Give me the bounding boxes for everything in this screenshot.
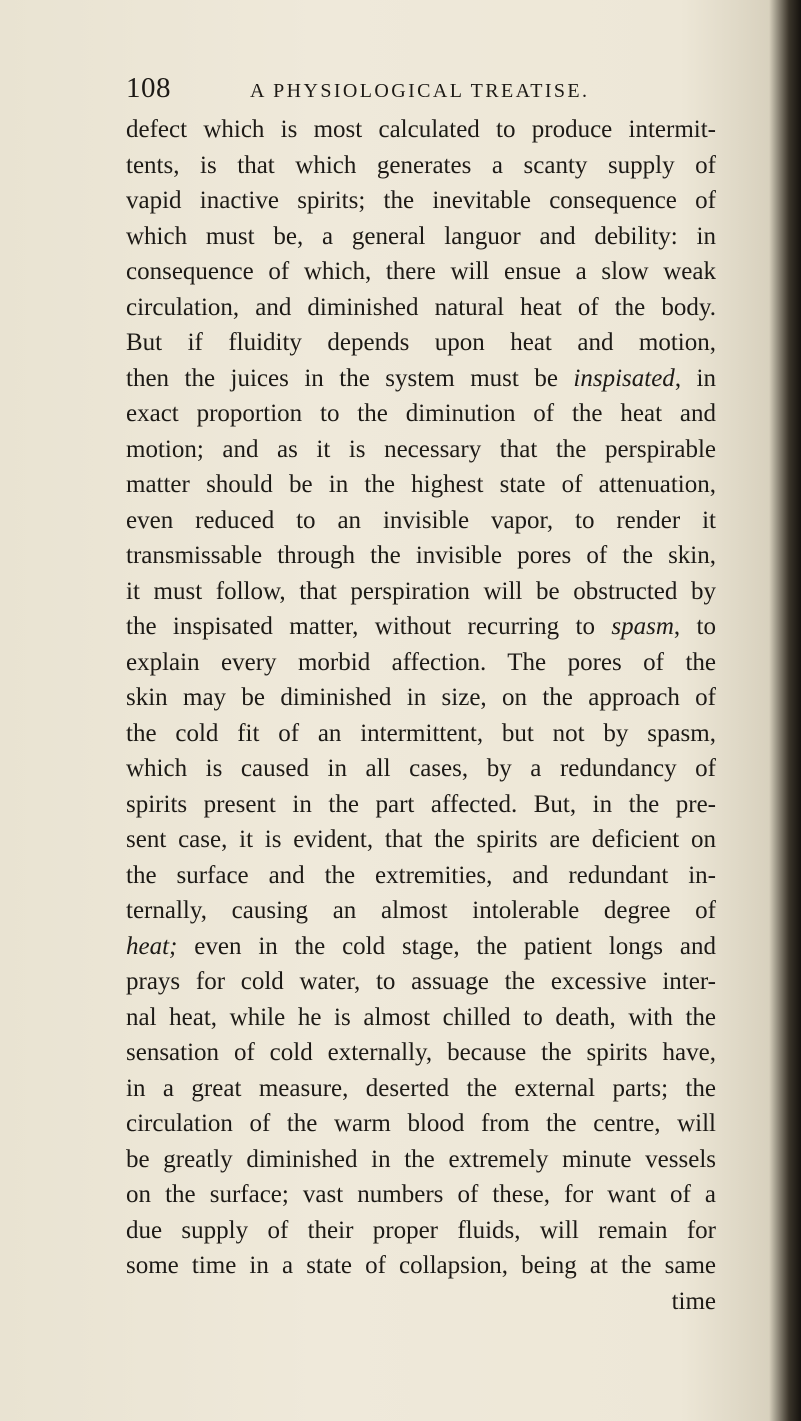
- text-line: [126, 1000, 716, 1036]
- text-line: [126, 680, 716, 716]
- text-line: [126, 964, 716, 1000]
- italic-text: spasm: [611, 613, 674, 640]
- text-segment: in a great measure, deserted the external parts; the: [126, 1074, 716, 1102]
- text-line: [126, 432, 716, 468]
- text-segment: some time in a state of collapsion, being at the same: [126, 1252, 716, 1279]
- text-segment: even in the cold stage, the patient longs and: [177, 932, 716, 960]
- text-line: [126, 503, 716, 539]
- text-segment: motion; and as it is necessary that the perspirable: [126, 435, 716, 463]
- text-line: [126, 1142, 716, 1178]
- text-segment: then the juices in the system must be: [126, 364, 574, 392]
- text-segment: , in: [674, 364, 716, 392]
- text-line: [126, 290, 716, 326]
- text-segment: spirits present in the part affected. But, in the pre-: [126, 790, 716, 818]
- text-segment: prays for cold water, to assuage the excessive inter-: [126, 968, 716, 995]
- text-segment: sensation of cold externally, because the spirits have,: [126, 1039, 716, 1066]
- text-segment: which is caused in all cases, by a redundancy of: [126, 755, 716, 782]
- text-segment: circulation of the warm blood from the centre, will: [126, 1110, 716, 1137]
- text-segment: skin may be diminished in size, on the approach of: [126, 684, 716, 711]
- text-segment: even reduced to an invisible vapor, to render it: [126, 506, 716, 534]
- text-line: [126, 1177, 716, 1213]
- text-segment: explain every morbid affection. The pores of the: [126, 648, 716, 676]
- text-segment: on the surface; vast numbers of these, for want of a: [126, 1181, 716, 1208]
- text-segment: defect which is most calculated to produce intermit-: [126, 116, 716, 143]
- text-line: [126, 1035, 716, 1071]
- text-line: [126, 751, 716, 787]
- text-line: [126, 325, 716, 361]
- text-line: [126, 787, 716, 823]
- text-segment: , to: [673, 613, 716, 640]
- text-segment: tents, is that which generates a scanty supply of: [126, 151, 716, 179]
- text-line: [126, 148, 716, 184]
- text-line: [126, 538, 716, 574]
- text-segment: vapid inactive spirits; the inevitable consequence of: [126, 187, 716, 214]
- text-segment: consequence of which, there will ensue a slow weak: [126, 258, 716, 285]
- italic-text: heat;: [126, 932, 178, 960]
- text-line: [126, 893, 716, 929]
- text-segment: transmissable through the invisible pores of the skin,: [126, 542, 716, 569]
- text-line: [126, 219, 716, 255]
- text-line: [126, 716, 716, 752]
- italic-text: inspisated: [573, 364, 675, 392]
- text-line: [126, 645, 716, 681]
- text-segment: it must follow, that perspiration will be obstructed by: [126, 577, 716, 605]
- text-segment: due supply of their proper fluids, will remain for: [126, 1216, 716, 1244]
- text-line: [126, 361, 716, 397]
- text-segment: circulation, and diminished natural heat of the body.: [126, 293, 716, 321]
- text-line: [126, 254, 716, 290]
- text-segment: But if fluidity depends upon heat and motion,: [126, 329, 716, 356]
- page-header: [126, 72, 726, 112]
- text-line: [126, 929, 716, 965]
- text-line: [126, 1284, 716, 1320]
- text-segment: time: [671, 1287, 716, 1315]
- running-title: A PHYSIOLOGICAL TREATISE.: [250, 80, 590, 102]
- text-line: [126, 1071, 716, 1107]
- text-segment: sent case, it is evident, that the spirits are deficient on: [126, 826, 716, 853]
- text-segment: the inspisated matter, without recurring to: [126, 613, 612, 640]
- text-line: [126, 112, 716, 148]
- text-line: [126, 467, 716, 503]
- text-line: [126, 396, 716, 432]
- text-segment: be greatly diminished in the extremely minute vessels: [126, 1145, 716, 1173]
- text-segment: the surface and the extremities, and redundant in-: [126, 861, 716, 889]
- text-line: [126, 858, 716, 894]
- text-line: [126, 574, 716, 610]
- text-line: [126, 822, 716, 858]
- text-line: [126, 1248, 716, 1284]
- text-segment: exact proportion to the diminution of the heat and: [126, 400, 716, 427]
- text-segment: which must be, a general languor and debility: in: [126, 222, 716, 250]
- text-segment: ternally, causing an almost intolerable degree of: [126, 897, 716, 924]
- text-line: [126, 609, 716, 645]
- text-line: [126, 1213, 716, 1249]
- text-line: [126, 1106, 716, 1142]
- text-line: [126, 183, 716, 219]
- body-text: [126, 112, 716, 1319]
- text-segment: the cold fit of an intermittent, but not by spasm,: [126, 719, 716, 747]
- text-segment: matter should be in the highest state of attenuation,: [126, 471, 716, 498]
- text-segment: nal heat, while he is almost chilled to death, with the: [126, 1003, 716, 1031]
- page-number: 108: [126, 72, 171, 104]
